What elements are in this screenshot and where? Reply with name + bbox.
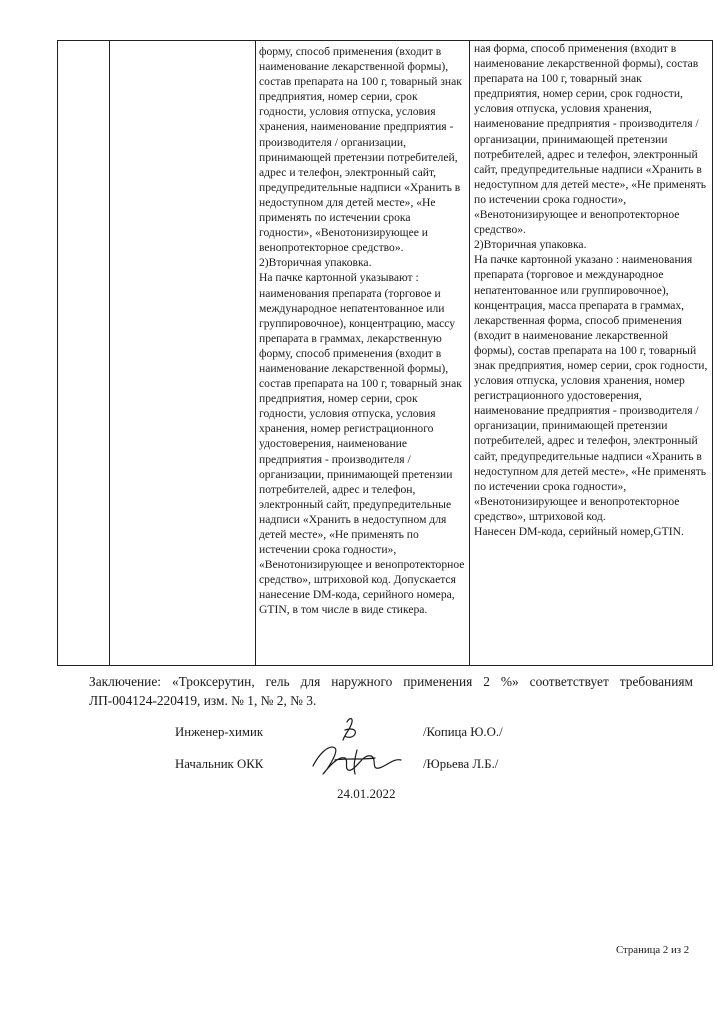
table-column-divider (255, 41, 256, 665)
head-name: /Юрьева Л.Б./ (423, 757, 499, 771)
requirements-table (57, 40, 713, 666)
requirements-paragraph: 2)Вторичная упаковка. (259, 256, 372, 270)
head-title: Начальник ОКК (175, 757, 264, 771)
requirements-paragraph: На пачке картонной указывают : наименования препарата (торговое и международное непатентованное или группировочное), концентрацию, массу препарата в граммах, лекарственную форму, способ применения (входит в наименование лекарственной формы), состав препарата на 100 г, товарный знак предприятия, номер серии, срок годности, условия отпуска, условия хранения, номер регистрационного удостоверения, наименование предприятия - производителя / организации, принимающей претензии потребителей, адрес и телефон, электронный сайт, предупредительные надписи «Хранить в недоступном для детей месте», «Не применять по истечении срока годности», «Венотонизирующее и венопротекторное средство», штриховой код. Допускается нанесение DM-кода, серийного номера, GTIN, в том числе в виде стикера. (259, 271, 465, 617)
page-number: Страница 2 из 2 (616, 944, 690, 956)
results-column (471, 41, 711, 539)
engineer-name: /Копица Ю.О./ (423, 725, 503, 739)
results-paragraph: Нанесен DM-кода, серийный номер,GTIN. (474, 525, 684, 538)
results-paragraph: На пачке картонной указано : наименования препарата (торговое и международное непатентованное или группировочное), концентрация, масса препарата в граммах, лекарственная форма, способ применения (входит в наименование лекарственной формы), состав препарата на 100 г, товарный знак предприятия, номер серии, срок годности, условия отпуска, условия хранения, номер регистрационного удостоверения, наименование предприятия - производителя / организации, принимающей претензии потребителей, адрес и телефон, электронный сайт, предупредительные надписи «Хранить в недоступном для детей месте», «Не применять по истечении срока годности», «Венотонизирующее и венопротекторное средство», штриховой код. (474, 253, 708, 523)
conclusion-text-line2: ЛП-004124-220419, изм. № 1, № 2, № 3. (89, 693, 317, 708)
document-date: 24.01.2022 (337, 786, 396, 801)
head-signature-icon (313, 747, 401, 774)
results-paragraph: ная форма, способ применения (входит в наименование лекарственной формы), состав препарата на 100 г, товарный знак предприятия, номер серии, срок годности, условия отпуска, условия хранения, наименование предприятия - производителя / организации, принимающей претензии потребителей, адрес и телефон, электронный сайт, предупредительные надписи «Хранить в недоступном для детей месте», «Не применять по истечении срока годности», «Венотонизирующее и венопротекторное средство». (474, 42, 707, 237)
requirements-column (257, 41, 469, 618)
engineer-title: Инженер-химик (175, 725, 264, 739)
results-paragraph: 2)Вторичная упаковка. (474, 238, 587, 252)
table-column-divider (469, 41, 470, 665)
engineer-signature-icon (343, 719, 355, 740)
requirements-paragraph: форму, способ применения (входит в наименование лекарственной формы), состав препарата на 100 г, товарный знак предприятия, номер серии, срок годности, условия отпуска, условия хранения, наименование предприятия - производителя / организации, принимающей претензии потребителей, адрес и телефон, электронный сайт, предупредительные надписи «Хранить в недоступном для детей месте», «Не применять по истечении срока годности», «Венотонизирующее и венопротекторное средство». (259, 45, 462, 255)
conclusion-text: Заключение: «Троксерутин, гель для наружного применения 2 %» соответствует требованиям (89, 674, 693, 689)
handwritten-signatures (305, 714, 415, 784)
table-column-divider (109, 41, 110, 665)
